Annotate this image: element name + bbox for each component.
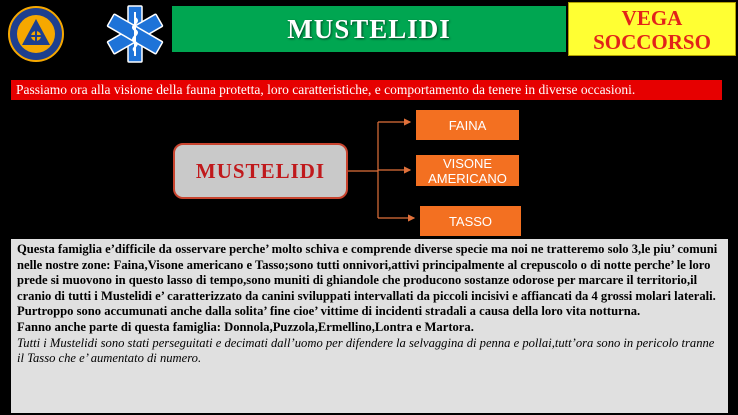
- diagram-main-node: [173, 143, 348, 199]
- diagram-main-label: MUSTELIDI: [195, 158, 326, 183]
- description-paragraph: Fanno anche parte di questa famiglia: Donnola,Puzzola,Ermellino,Lontra e Martora.: [17, 319, 474, 334]
- diagram-child-label: TASSO: [448, 213, 493, 229]
- description-note: Tutti i Mustelidi sono stati perseguitati e decimati dall’uomo per difendere la selvaggina di penna e pollai,tutt’ora sono in pericolo tranne il Tasso che e’ aumentato di numero.: [17, 335, 715, 366]
- description-paragraph: Questa famiglia e’difficile da osservare perche’ molto schiva e comprende diverse specie ma noi ne tratteremo solo 3,le piu’ comuni nelle nostre zone: Faina,Visone americano e Tasso;sono tutti onnivori,attivi principalmente al crepuscolo o di notte perche’ le loro prede si muovono in questo lasso di tempo,sono muniti di ghiandole che producono sostanze odorose per marcare il territorio,il cranio di tutti i Mustelidi e’ caratterizzato da canini sviluppati intervallati da piccoli incisivi e affiancati da 4 grossi molari laterali.: [17, 242, 718, 303]
- intro-banner: Passiamo ora alla visione della fauna protetta, loro caratteristiche, e comportamento da tenere in diverse occasioni.: [11, 80, 722, 100]
- brand-line-1: VEGA: [621, 6, 683, 30]
- diagram-child-visone: [416, 155, 519, 186]
- description-box: [11, 239, 728, 413]
- diagram-child-label: FAINA: [448, 117, 487, 133]
- diagram-child-label: VISONE AMERICANO: [428, 155, 507, 186]
- diagram-child-tasso: [420, 206, 521, 236]
- page-title: MUSTELIDI: [287, 13, 451, 44]
- diagram-child-faina: [416, 110, 519, 140]
- brand-line-2: SOCCORSO: [593, 30, 711, 54]
- description-paragraph: Purtroppo sono accumunati anche dalla solita’ fine cioe’ vittime di incidenti stradali a causa della loro vita notturna.: [17, 304, 641, 319]
